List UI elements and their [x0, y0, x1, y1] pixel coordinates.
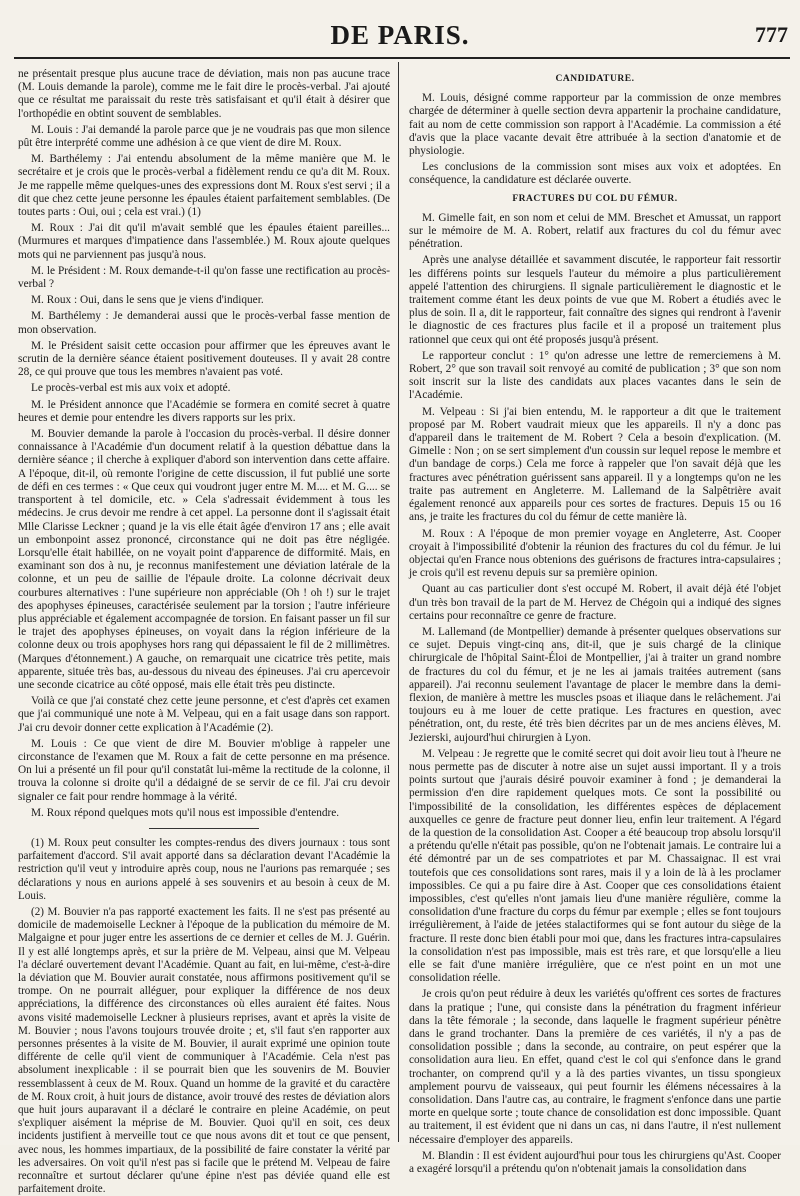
paragraph: M. Louis : J'ai demandé la parole parce que je ne voudrais pas que mon silence pût être interprété comme une adhésion à ce que vient de dire M. Roux. [18, 123, 390, 150]
paragraph: M. Velpeau : Si j'ai bien entendu, M. le rapporteur a dit que le traitement proposé par M. Robert vaudrait mieux que les appareils. Il n'y a donc pas d'appareil dans le traitement de M. Robert ? Cela a besoin d'explication. (M. Gimelle : Non ; on se sert simplement d'un coussin sur lequel repose le membre et d'un bandage de corps.) Cela me force à rappeler que l'on savait déjà que les fractures avec pénétration guérissent sans appareil. Il y a longtemps qu'on ne les traite pas autrement en Angleterre. M. Lallemand de la Salpêtrière avait également renoncé aux appareils pour ces sortes de fractures. Depuis 15 ou 16 ans, je traite les fractures du col du fémur de cette manière là. [409, 405, 781, 524]
paragraph: M. Louis, désigné comme rapporteur par la commission de onze membres chargée de déterminer à quelle section devra appartenir la prochaine candidature, fait au nom de cette commission son rapport à l'Académie. La commission a été d'avis que la place vacante devait être attribuée à la section d'anatomie et de physiologie. [409, 92, 781, 158]
paragraph: Après une analyse détaillée et savamment discutée, le rapporteur fait ressortir les différens points sur lesquels l'auteur du mémoire a plus particulièrement appelé l'attention des chirurgiens. Il signale particulièrement le diagnostic et le traitement comme étant les deux points de vue que M. Robert a étudiés avec le plus de soin. Il a, dit le rapporteur, fait connaître des signes qui rendront à l'avenir le diagnostic de ces fractures plus facile et il a proposé un traitement plus rationnel que ceux qui ont été proposés jusqu'à présent. [409, 254, 781, 346]
paragraph: M. Blandin : Il est évident aujourd'hui pour tous les chirurgiens qu'Ast. Cooper a exagéré lorsqu'il a prétendu qu'on n'obtenait jamais la consolidation dans [409, 1149, 781, 1176]
paragraph: M. Roux répond quelques mots qu'il nous est impossible d'entendre. [31, 806, 340, 819]
footnote: (1) M. Roux peut consulter les comptes-rendus des divers journaux : tous sont parfaitement d'accord. S'il avait apporté dans sa déclaration devant l'Académie la restriction qu'il veut y introduire après coup, nous ne l'aurions pas remarquée ; ses déclarations y nous en aurions appelé à ses souvenirs et au besoin à ceux de M. Louis. [18, 836, 390, 902]
paragraph: Quant au cas particulier dont s'est occupé M. Robert, il avait déjà été l'objet d'un très bon travail de la part de M. Hervez de Chégoin qui a indiqué des signes certains pour reconnaître ce genre de fracture. [409, 583, 781, 622]
left-column [18, 68, 390, 1196]
paragraph: M. le Président annonce que l'Académie se formera en comité secret à quatre heures et demie pour entendre les divers rapports sur les prix. [18, 398, 390, 424]
page-header [0, 0, 800, 48]
paragraph: M. Louis : Ce que vient de dire M. Bouvier m'oblige à rappeler une circonstance de l'examen que M. Roux a fait de cette personne en ma présence. On lui a présenté un fil pour qu'il constatât lui-même la rectitude de la colonne, il trouva la colonne si droite qu'il a dédaigné de se servir de ce fil. J'ai cru devoir signaler ce fait pour rendre hommage à la vérité. [18, 737, 390, 803]
paragraph: M. le Président saisit cette occasion pour affirmer que les épreuves avant le scrutin de la dernière séance étaient positivement douteuses. Il y avait 28 contre 28, ce qui prouve que tous les membres n'avaient pas voté. [18, 339, 390, 379]
section-heading-candidature: CANDIDATURE. [555, 74, 635, 84]
footnotes [18, 837, 390, 1196]
paragraph: M. Gimelle fait, en son nom et celui de MM. Breschet et Amussat, un rapport sur le mémoire de M. A. Robert, relatif aux fractures du col du fémur avec pénétration. [409, 211, 781, 251]
paragraph: M. Barthélemy : Je demanderai aussi que le procès-verbal fasse mention de mon observation. [18, 310, 390, 336]
section-heading-fractures: FRACTURES DU COL DU FÉMUR. [512, 193, 678, 204]
paragraph: Le rapporteur conclut : 1° qu'on adresse une lettre de remerciemens à M. Robert, 2° que son travail soit renvoyé au comité de publication ; 3° que son nom soit inscrit sur la liste des candidats aux places vacantes dans le sein de l'Académie. [409, 349, 781, 402]
paragraph: M. le Président : M. Roux demande-t-il qu'on fasse une rectification au procès-verbal ? [18, 264, 390, 291]
column-divider [398, 62, 399, 1142]
footnote: (2) M. Bouvier n'a pas rapporté exactement les faits. Il ne s'est pas présenté au domicile de mademoiselle Leckner à l'époque de la publication du mémoire de M. Malgaigne et pour juger entre les assertions de ce dernier et celles de M. J. Guérin. Il y est allé longtemps après, et sur la prière de M. Velpeau, ainsi que M. Velpeau l'a déclaré ouvertement devant l'Académie. Quant au fait, en lui-même, c'est-à-dire la déviation que M. Bouvier aurait constatée, nous affirmons positivement qu'il se trompe. On ne pourrait alléguer, pour expliquer la différence de nos deux appréciations, la différence des circonstances où elles auraient été faites. Nous avons visité mademoiselle Leckner à plusieurs reprises, avant et après la visite de M. Bouvier ; nous l'avons toujours trouvée droite ; et, s'il faut s'en rapporter aux personnes présentes à la visite de M. Bouvier, il aurait exprimé une opinion toute différente de celle qu'il vient de communiquer à l'Académie. Cela n'est pas absolument inexplicable : il se pourrait bien que les souvenirs de M. Bouvier ressemblassent à ceux de M. Roux. Quand un homme de la gravité et du caractère de M. Roux croit, à huit jours de distance, avoir trouvé des restes de déviation alors que huit jours auparavant il a déclaré le contraire en pleine Académie, on peut s'expliquer aisément la méprise de M. Bouvier. Quoi qu'il en soit, ces deux incidents justifient à merveille tout ce que nous avons dit et tout ce que pensent, avec nous, les hommes impartiaux, de la possibilité de faire constater la vérité par les adversaires. On voit qu'il n'est pas si facile que le prétend M. Velpeau de faire reconnaître et surtout déclarer qu'une épine n'est pas déviée quand elle est parfaitement droite. [18, 905, 390, 1196]
paragraph: M. Bouvier demande la parole à l'occasion du procès-verbal. Il désire donner connaissance à l'Académie d'un document relatif à la question débattue dans la dernière séance ; il cherche à expliquer d'abord son intervention dans cette affaire. A l'époque, dit-il, où remonte l'origine de cette discussion, il fut publié une sorte de défi en ces termes : « Que ceux qui voudront juger entre M. M.... et M. G.... se transportent à tel domicile, etc. » Cela s'adressait évidemment à tous les médecins. Je crus devoir me rendre à cet appel. La personne dont il s'agissait était Mlle Clarisse Leckner ; quand je la vis elle était âgée d'environ 17 ans ; elle avait un embonpoint assez prononcé, circonstance qui ne doit pas être négligée. Lorsqu'elle était habillée, on ne voyait point d'apparence de difformité. Mais, en examinant son dos à nu, je reconnus manifestement une déviation latérale de la colonne, et un peu de saillie de l'épaule droite. La colonne décrivait deux courbures alternatives : l'une supérieure non appréciable (Oh ! oh !) sur le trajet des apophyses épineuses, caractérisée seulement par la torsion ; l'autre inférieure plus appréciable et également accompagnée de torsion. En faisant passer un fil sur le trajet des apophyses épineuses, on voyait dans la région inférieure de la colonne deux ou trois apophyses hors rang qui dépassaient le fil de 2 millimètres. (Marques d'étonnement.) A gauche, on remarquait une cicatrice très petite, mais apparente, située très bas, au-dessous du niveau des épineuses. J'ai cru apercevoir une seconde cicatrice au côté opposé, mais elle était très peu distincte. [18, 428, 390, 691]
footnote-rule [149, 828, 259, 829]
header-rule [14, 57, 790, 59]
paragraph: Je crois qu'on peut réduire à deux les variétés qu'offrent ces sortes de fractures dans la pratique ; l'une, qui consiste dans la pénétration du fragment inférieur dans la tête fémorale ; la seconde, dans laquelle le fragment supérieur pénètre dans le grand trochanter. Dans la première de ces variétés, il n'y a pas de consolidation possible ; dans la seconde, au contraire, on peut espérer que la consolidation aura lieu. En effet, quand c'est le col qui s'enfonce dans le grand trochanter, on comprend qu'il y a là des parties vivantes, un tissu spongieux amplement pourvu de vaisseaux, qui peut fournir les élémens nécessaires à la consolidation. Dans l'autre cas, au contraire, le fragment s'enfonce dans une partie morte en quelque sorte ; toute chance de consolidation est donc impossible. Quant au traitement, il est évident que ni dans un cas, ni dans l'autre, il n'est nullement nécessaire d'employer des appareils. [409, 988, 781, 1146]
right-column [409, 68, 781, 1176]
page-title: DE PARIS. [330, 20, 470, 50]
paragraph: M. Lallemand (de Montpellier) demande à présenter quelques observations sur ce sujet. Depuis vingt-cinq ans, dit-il, que je suis chargé de la clinique chirurgicale de l'hôpital Saint-Éloi de Montpellier, j'ai à traiter un grand nombre de fractures du col du fémur, et je ne les ai jamais traitées autrement (sans appareil). J'ai reconnu seulement l'avantage de placer le membre dans la demi-flexion, de manière à mettre les muscles psoas et iliaque dans le relâchement. J'ai toujours eu à me louer de cette pratique. Les fractures en question, avec pénétration, ont, du reste, été très bien décrites par un de mes anciens élèves, M. Jezierski, aujourd'hui chirurgien à Lyon. [409, 625, 781, 744]
paragraph: Voilà ce que j'ai constaté chez cette jeune personne, et c'est d'après cet examen que j'ai communiqué une note à M. Velpeau, qui en a fait usage dans son rapport. J'ai cru devoir donner cette explication à l'Académie (2). [18, 695, 390, 734]
paragraph: Les conclusions de la commission sont mises aux voix et adoptées. En conséquence, la candidature est déclarée ouverte. [409, 161, 781, 187]
paragraph: ne présentait presque plus aucune trace de déviation, mais non pas aucune trace (M. Louis demande la parole), comme me le fait dire le procès-verbal. J'ai ajouté que ce résultat me paraissait du reste très satisfaisant et qu'il était à désirer que l'orthopédie en obtint souvent de semblables. [18, 68, 390, 120]
page-number: 777 [755, 22, 788, 47]
paragraph: M. Roux : A l'époque de mon premier voyage en Angleterre, Ast. Cooper croyait à l'impossibilité d'obtenir la réunion des fractures du col du fémur. Je lui objectai qu'en France nous obtenions des guérisons de fractures intra-capsulaires ; je crois qu'il est revenu depuis sur sa première opinion. [409, 527, 781, 580]
paragraph: M. Barthélemy : J'ai entendu absolument de la même manière que M. le secrétaire et je crois que le procès-verbal a fidèlement rendu ce qu'a dit M. Roux. Je me rappelle même quelques-unes des expressions dont M. Roux s'est servi ; il a dit que chez cette jeune personne les épaules étaient parfaitement semblables. (De toutes parts : Oui, oui ; cela est vrai.) (1) [18, 153, 390, 219]
paragraph: M. Roux : Oui, dans le sens que je viens d'indiquer. [31, 294, 264, 307]
paragraph: Le procès-verbal est mis aux voix et adopté. [31, 382, 231, 395]
paragraph: M. Roux : J'ai dit qu'il m'avait semblé que les épaules étaient pareilles... (Murmures et marques d'impatience dans l'assemblée.) M. Roux ajoute quelques mots qui ne parviennent pas jusqu'à nous. [18, 222, 390, 261]
paragraph: M. Velpeau : Je regrette que le comité secret qui doit avoir lieu tout à l'heure ne nous permette pas de discuter à notre aise un sujet aussi important. Il y a trois points surtout que j'aurais désiré pouvoir examiner à fond ; je demanderai la permission d'en dire rapidement quelques mots. Ce sont la possibilité ou l'impossibilité de la consolidation, les différentes espèces de déplacement auxquelles ce genre de fracture peut donner lieu, enfin leur traitement. A l'égard de la question de la consolidation Ast. Cooper a été beaucoup trop absolu lorsqu'il a prétendu qu'elle n'était pas possible, qu'on ne l'obtenait jamais. Le contraire lui a été démontré par un de ses compatriotes et par M. Chassaignac. Il est vrai toutefois que ces consolidations sont rares, mais il y a loin de là à les proclamer impossibles. Ce qui a pu faire dire à Ast. Cooper que ces consolidations étaient impossibles, c'est qu'elles n'ont jamais lieu d'une manière régulière, comme la consolidation d'une fracture du corps du fémur par exemple ; elles se font toujours irrégulièrement, à l'aide de jetées stalactiformes qui se font autour du siège de la fracture. Il reste donc bien établi pour moi que, dans les fractures intra-capsulaires la consolidation n'est pas impossible, mais est très rare, et que lorsqu'elle a lieu elle se fait d'une manière irrégulière, que ce n'est point en un mot une consolidation réelle. [409, 747, 781, 985]
